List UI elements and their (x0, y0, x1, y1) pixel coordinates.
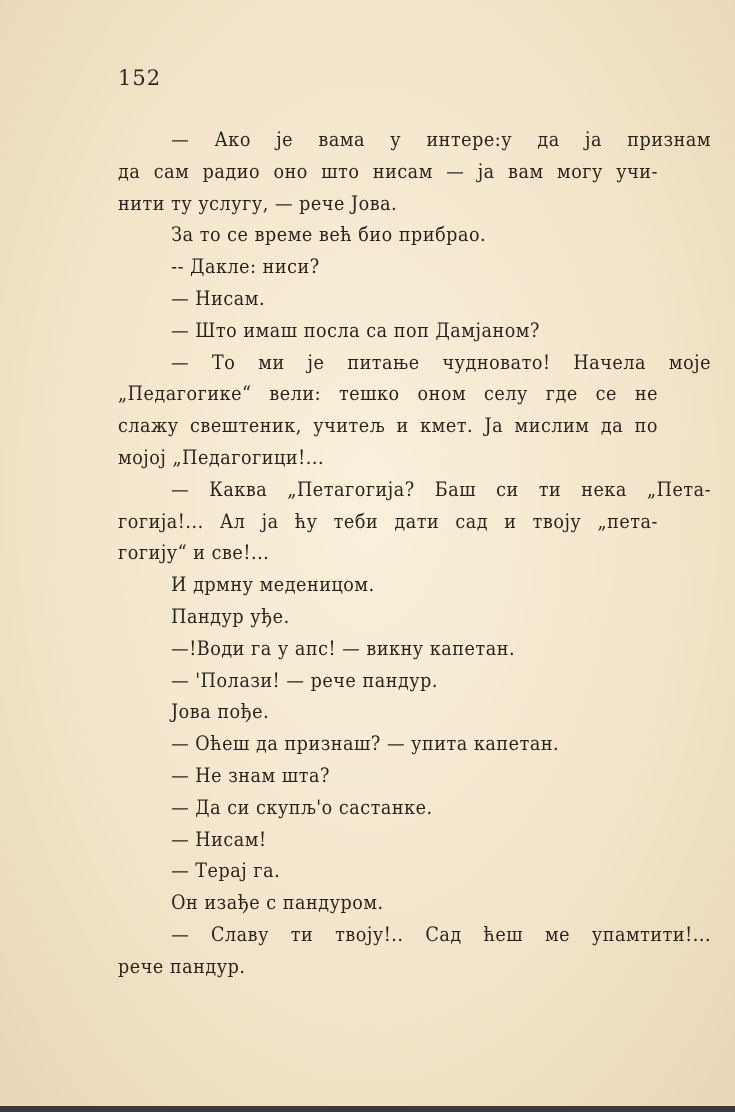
text-line: слажу свештеник, учитељ и кмет. Ја мислим да по (118, 414, 658, 438)
text-line: — Ако је вама у интере:у да ја признам (171, 128, 712, 151)
text-line: „Педагогике“ вели: тешко оном селу где се не (118, 382, 658, 406)
text-line: — Каква „Петагогија? Баш си ти нека „Пета- (171, 477, 712, 501)
text-line: гогију“ и све!... (118, 541, 270, 565)
text-line: — Нисам. (171, 286, 266, 310)
text-line: И дрмну меденицом. (171, 573, 375, 597)
text-line: — Да си скупљ'о састанке. (171, 795, 433, 819)
text-line: — Што имаш посла са поп Дамјаном? (171, 318, 540, 342)
text-line: — Не знам шта? (171, 763, 330, 787)
text-line: — Оћеш да признаш? — упита капетан. (171, 732, 560, 756)
text-line: рече пандур. (118, 954, 246, 978)
text-line: гогија!... Ал ја ћу теби дати сад и твоју „пета- (118, 509, 658, 533)
text-line: —!Води га у апс! — викну капетан. (171, 636, 516, 660)
text-line: — Нисам! (171, 827, 267, 851)
text-line: Пандур уђе. (171, 604, 290, 628)
page-number: 152 (118, 66, 162, 90)
text-line: да сам радио оно што нисам — ја вам могу учи- (118, 159, 658, 183)
bottom-edge (0, 1106, 735, 1112)
text-block (118, 124, 712, 983)
text-line: — 'Полази! — рече пандур. (171, 668, 439, 692)
text-line: — Терај га. (171, 859, 281, 883)
text-line: нити ту услугу, — рече Јова. (118, 191, 398, 215)
text-line: мојој „Педагогици!... (118, 445, 325, 469)
text-line: Јова пође. (171, 700, 270, 724)
text-line: Он изађе с пандуром. (171, 891, 384, 915)
text-line: — Славу ти твоју!.. Сад ћеш ме упамтити!... (171, 922, 712, 946)
text-line: — То ми је питање чудновато! Начела моје (171, 350, 712, 374)
text-line: За то се време већ био прибрао. (171, 223, 487, 247)
text-line: -- Дакле: ниси? (171, 255, 320, 279)
